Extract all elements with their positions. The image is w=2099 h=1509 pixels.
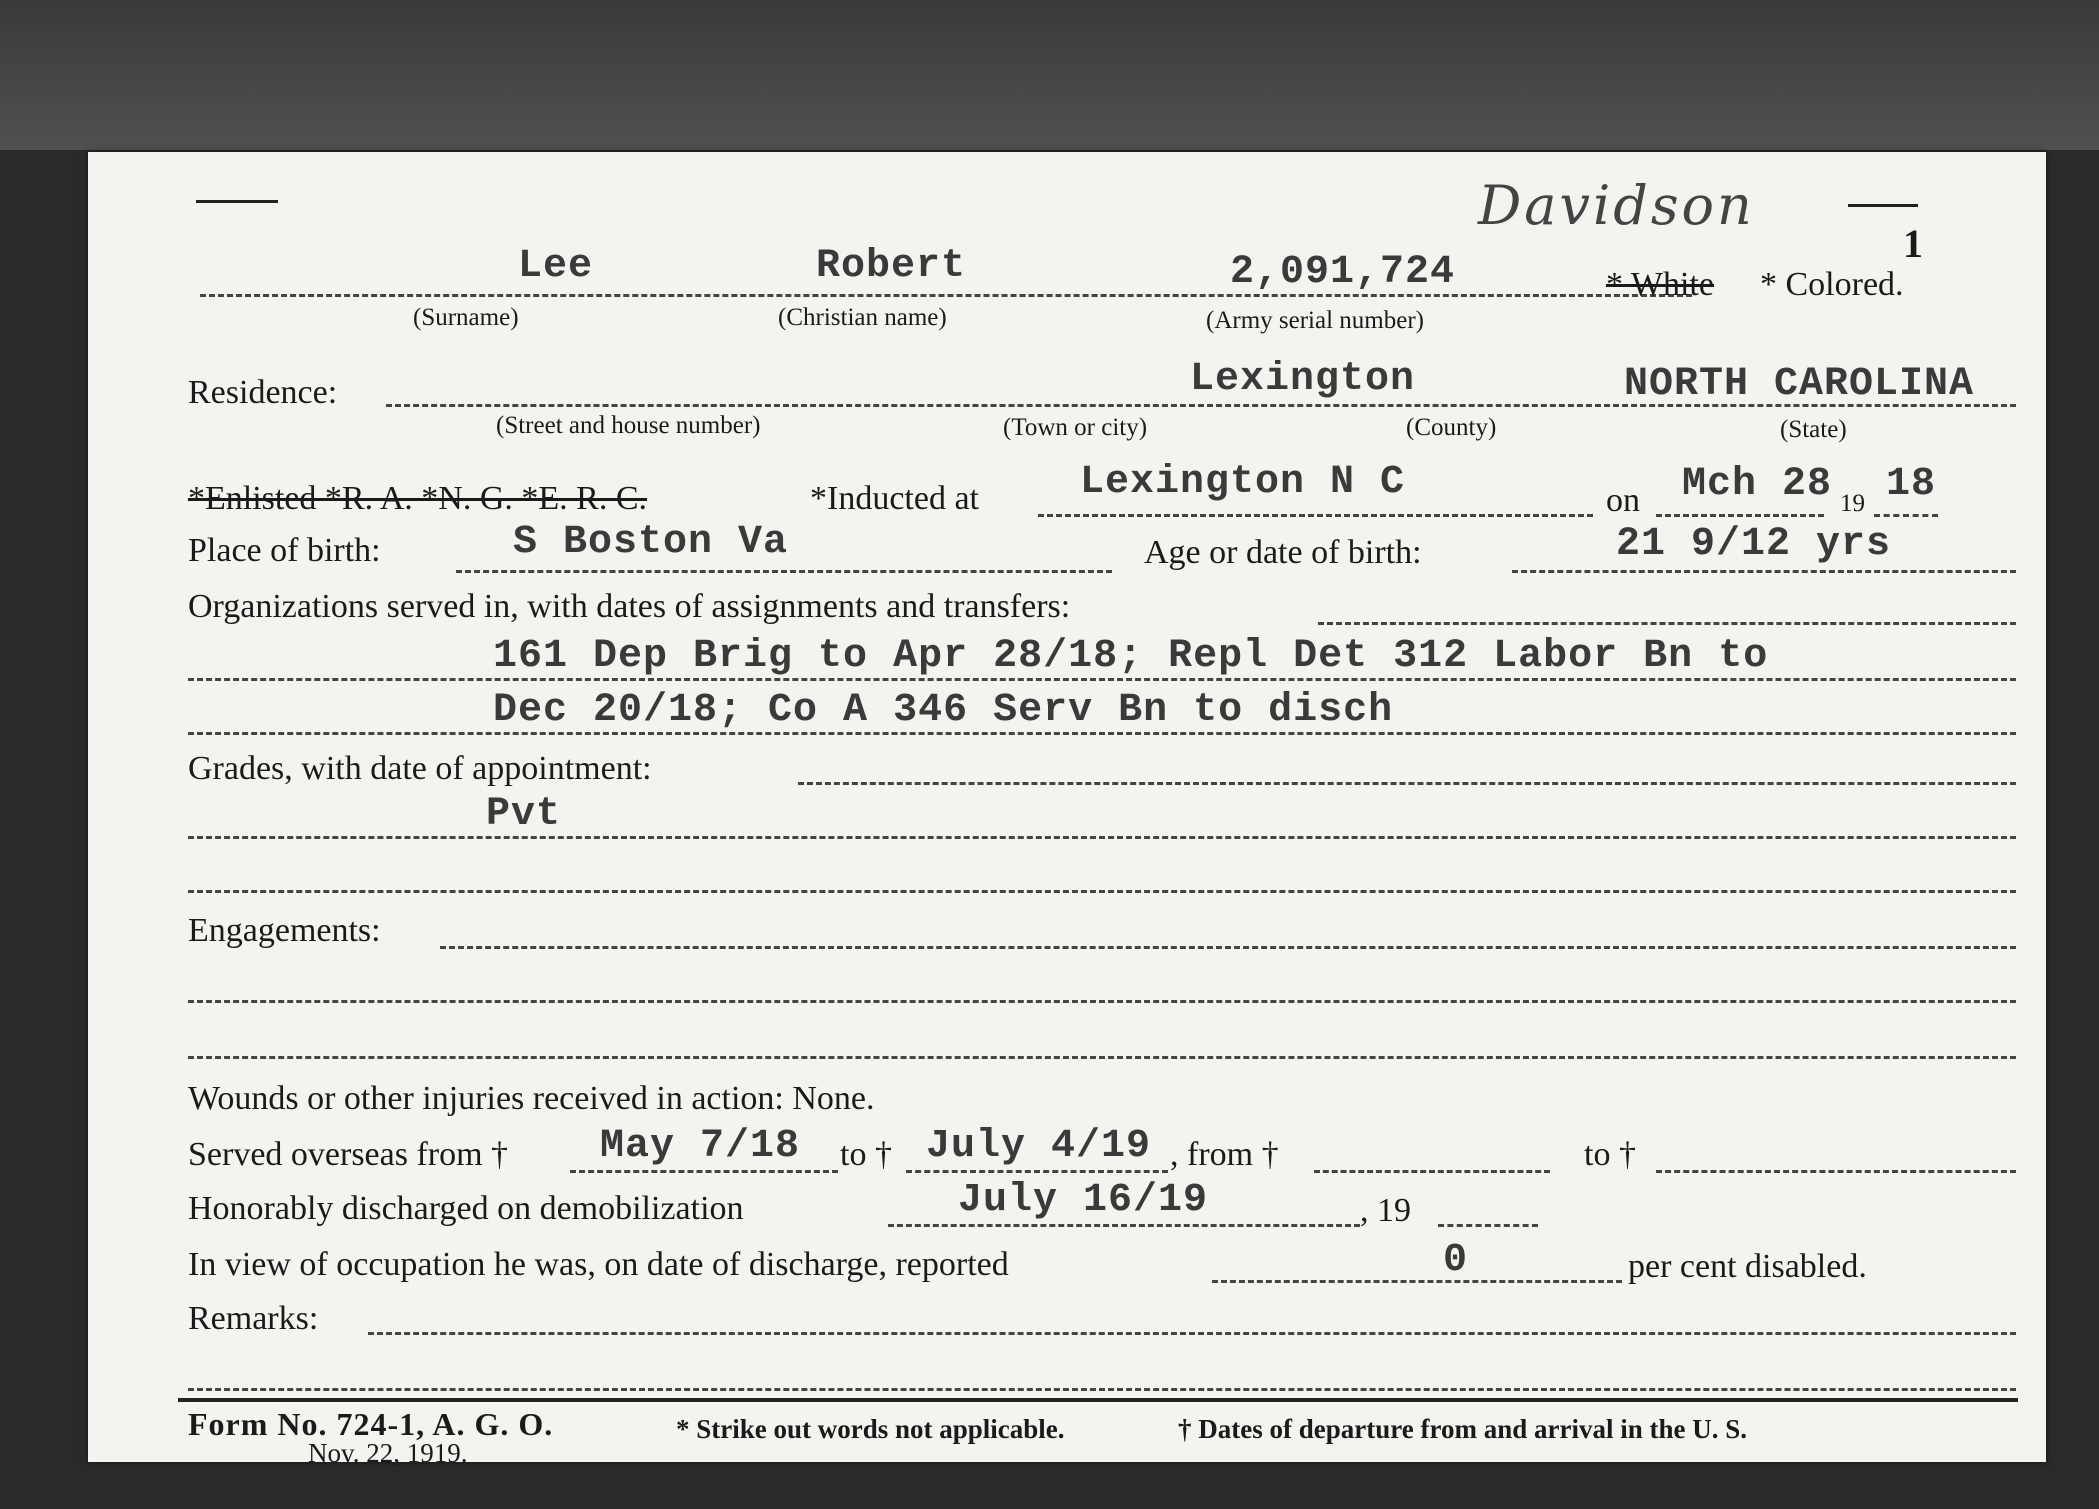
overseas-to-label: to † [840, 1136, 892, 1173]
scanner-backdrop [0, 0, 2099, 150]
engagements-rule-1 [188, 1000, 2016, 1003]
place-of-birth-label: Place of birth: [188, 532, 381, 569]
overseas-to-line [906, 1170, 1168, 1173]
inducted-place: Lexington N C [1080, 460, 1406, 505]
state-caption: (State) [1780, 416, 1847, 443]
residence-state: NORTH CAROLINA [1624, 362, 1975, 407]
induction-date-line [1656, 514, 1824, 517]
disability-percent: 0 [1443, 1238, 1469, 1283]
county-handwritten: Davidson [1478, 174, 1755, 237]
induction-year-line [1874, 514, 1938, 517]
christian-name-value: Robert [816, 244, 967, 289]
on-label: on [1606, 482, 1640, 519]
grades-label-line [798, 782, 2016, 785]
year-prefix: 19 [1840, 490, 1865, 517]
discharge-line [888, 1224, 1360, 1227]
place-of-birth-value: S Boston Va [513, 520, 789, 565]
county-caption: (County) [1406, 414, 1497, 441]
corner-rule [196, 200, 278, 203]
discharge-label: Honorably discharged on demobilization [188, 1190, 744, 1227]
grades-value: Pvt [486, 792, 562, 837]
name-line [200, 294, 1692, 297]
surname-value: Lee [518, 244, 594, 289]
age-label: Age or date of birth: [1144, 534, 1422, 571]
enlistment-types-struck: *Enlisted *R. A. *N. G. *E. R. C. [188, 480, 648, 517]
race-white-struck: * White [1606, 266, 1714, 303]
age-value: 21 9/12 yrs [1616, 522, 1892, 567]
disability-label: In view of occupation he was, on date of discharge, reported [188, 1246, 1009, 1283]
service-record-card [88, 152, 2046, 1468]
strike-note: * Strike out words not applicable. [676, 1414, 1065, 1444]
remarks-label: Remarks: [188, 1300, 319, 1337]
grades-rule-1 [188, 836, 2016, 839]
organizations-line-1: 161 Dep Brig to Apr 28/18; Repl Det 312 Labor Bn to [493, 634, 1769, 679]
organizations-rule-2 [188, 732, 2016, 735]
overseas-to2-label: to † [1584, 1136, 1636, 1173]
engagements-line [440, 946, 2016, 949]
organizations-label-line [1318, 622, 2016, 625]
organizations-label: Organizations served in, with dates of assignments and transfers: [188, 588, 1071, 625]
overseas-from2-label: , from † [1170, 1136, 1279, 1173]
overseas-to2-line [1656, 1170, 2016, 1173]
organizations-rule-1 [188, 678, 2016, 681]
overseas-from-line [570, 1170, 838, 1173]
town-caption: (Town or city) [1003, 414, 1148, 441]
form-number: Form No. 724-1, A. G. O. [188, 1406, 554, 1442]
discharge-date: July 16/19 [958, 1178, 1209, 1223]
street-caption: (Street and house number) [496, 412, 761, 439]
overseas-to-date: July 4/19 [926, 1124, 1152, 1169]
serial-number-value: 2,091,724 [1230, 250, 1456, 295]
remarks-rule [188, 1388, 2016, 1391]
inducted-label: *Inducted at [810, 480, 979, 517]
form-date: Nov. 22, 1919. [308, 1438, 468, 1468]
residence-line [386, 404, 2016, 407]
organizations-line-2: Dec 20/18; Co A 346 Serv Bn to disch [493, 688, 1394, 733]
wounds-label: Wounds or other injuries received in action: None. [188, 1080, 875, 1117]
induction-date: Mch 28 [1682, 462, 1833, 507]
christian-name-caption: (Christian name) [778, 304, 947, 331]
footer-rule [178, 1398, 2018, 1402]
remarks-line [368, 1332, 2016, 1335]
engagements-label: Engagements: [188, 912, 381, 949]
race-colored: * Colored. [1760, 266, 1904, 303]
induction-year: 18 [1886, 462, 1937, 507]
surname-caption: (Surname) [413, 304, 519, 331]
residence-town: Lexington [1190, 357, 1416, 402]
overseas-from-date: May 7/18 [600, 1124, 801, 1169]
overseas-label: Served overseas from † [188, 1136, 509, 1173]
card-number-rule [1848, 204, 1918, 207]
disability-line [1212, 1280, 1622, 1283]
inducted-line [1038, 514, 1593, 517]
serial-number-caption: (Army serial number) [1206, 307, 1424, 334]
disability-suffix: per cent disabled. [1628, 1248, 1867, 1285]
age-line [1512, 570, 2016, 573]
card-number: 1 [1903, 221, 1924, 266]
discharge-year-line [1438, 1224, 1538, 1227]
engagements-rule-2 [188, 1056, 2016, 1059]
residence-label: Residence: [188, 374, 338, 411]
grades-label: Grades, with date of appointment: [188, 750, 652, 787]
overseas-from2-line [1314, 1170, 1550, 1173]
place-of-birth-line [456, 570, 1112, 573]
discharge-year-label: , 19 [1360, 1192, 1411, 1229]
dates-note: † Dates of departure from and arrival in the U. S. [1178, 1414, 1747, 1444]
grades-rule-2 [188, 890, 2016, 893]
